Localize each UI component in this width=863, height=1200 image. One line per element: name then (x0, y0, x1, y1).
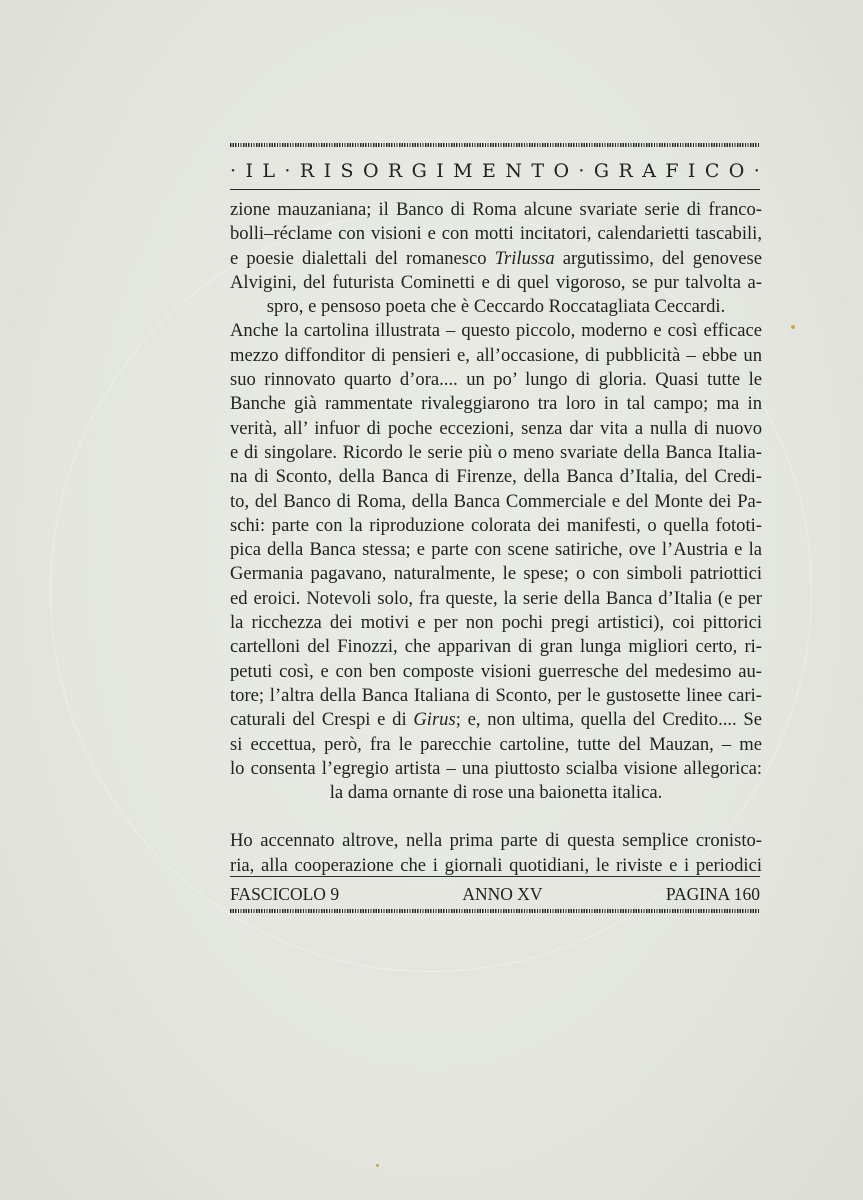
text-line: la dama ornante di rose una baionetta italica. (329, 782, 663, 804)
header-letter: I (323, 160, 332, 182)
text-line: e poesie dialettali del romanesco Trilussa argutissimo, del genovese (230, 247, 762, 269)
header-letter: O (728, 160, 745, 182)
text-line: Germania pagavano, naturalmente, le spese; o con simboli patriottici (230, 563, 762, 585)
header-letter: I (436, 160, 444, 182)
header-letter: G (593, 160, 610, 182)
text-line: caturali del Crespi e di Girus; e, non ultima, quella del Credito.... Se (230, 709, 763, 731)
footer-fascicolo: FASCICOLO 9 (230, 883, 340, 904)
header-letter: T (531, 160, 545, 182)
paper-spot (791, 325, 795, 329)
body-text (230, 198, 762, 878)
header-dotted-rule (230, 143, 760, 147)
text-line: suo rinnovato quarto d’ora.... un po’ lungo di gloria. Quasi tutte le (230, 369, 762, 391)
header-letter: S (340, 160, 354, 182)
text-line: lo consenta l’egregio artista – una piuttosto scialba visione allegorica: (230, 757, 762, 779)
text-line: bolli–réclame con visioni e con motti incitatori, calendarietti tascabili, (230, 223, 762, 245)
text-line: Anche la cartolina illustrata – questo piccolo, moderno e così efficace (230, 320, 762, 342)
text-line: verità, all’ infuor di poche eccezioni, senza dar vita a nulla di nuovo (230, 417, 762, 439)
text-line: e di singolare. Ricordo le serie più o meno svariate della Banca Italia- (230, 441, 762, 463)
text-line: zione mauzaniana; il Banco di Roma alcune svariate serie di franco- (230, 199, 762, 220)
text-line: to, del Banco di Roma, della Banca Commerciale e del Monte dei Pa- (230, 490, 762, 512)
header-letter: · (578, 160, 585, 182)
header-letter: I (687, 160, 696, 182)
header-letter: L (262, 160, 275, 182)
header-letter: · (284, 160, 291, 182)
text-line: spro, e pensoso poeta che è Ceccardo Roccatagliata Ceccardi. (266, 296, 726, 318)
footer-solid-rule (230, 876, 760, 877)
header-letter: R (387, 160, 403, 182)
header-letter: M (453, 160, 473, 182)
header-letter: O (362, 160, 379, 182)
text-line: cartelloni del Finozzi, che apparivan di gran lunga migliori certo, ri- (230, 636, 762, 658)
text-line: ed eroici. Notevoli solo, fra queste, la serie della Banca d’Italia (e per (230, 587, 762, 609)
header-letter: R (299, 160, 315, 182)
text-line: la ricchezza dei motivi e per non pochi pregi artistici), coi pittorici (230, 612, 762, 634)
footer (230, 882, 760, 906)
footer-dotted-rule (230, 909, 760, 913)
text-line: schi: parte con la riproduzione colorata dei manifesti, o quella fototi- (230, 514, 762, 536)
header-letter: G (411, 160, 427, 182)
header-letter: E (482, 160, 496, 182)
footer-anno: ANNO XV (462, 883, 543, 904)
header-letter: A (642, 160, 656, 182)
text-line: Ho accennato altrove, nella prima parte di questa semplice cronisto- (230, 830, 762, 852)
text-line: Banche già rammentate rivaleggiarono tra loro in tal campo; ma in (230, 393, 762, 415)
text-line: pica della Banca stessa; e parte con scene satiriche, ove l’Austria e la (230, 539, 762, 561)
header-letter: · (753, 160, 760, 182)
header-letter: C (704, 160, 720, 182)
text-line: mezzo diffonditor di pensieri e, all’occasione, di pubblicità – ebbe un (230, 344, 762, 366)
text-line: tore; l’altra della Banca Italiana di Sconto, per le gustosette linee cari- (230, 684, 762, 706)
header-letter: O (553, 160, 570, 182)
header-letter: · (230, 160, 237, 182)
text-line: na di Sconto, della Banca di Firenze, della Banca d’Italia, del Credi- (230, 466, 762, 488)
running-header (230, 156, 760, 186)
text-line: ria, alla cooperazione che i giornali quotidiani, le riviste e i periodici (230, 854, 762, 876)
header-letter: F (665, 160, 679, 182)
header-solid-rule (230, 189, 760, 190)
footer-pagina: PAGINA 160 (665, 883, 760, 904)
text-line: petuti così, e con ben composte visioni guerresche del medesimo au- (230, 660, 762, 682)
text-line: si eccettua, però, fra le parecchie cartoline, tutte del Mauzan, – me (230, 733, 762, 755)
text-line: Alvigini, del futurista Cominetti e di quel vigoroso, se pur talvolta a- (230, 271, 762, 293)
header-letter: I (245, 160, 253, 182)
header-letter: N (505, 160, 522, 182)
header-letter: R (618, 160, 633, 182)
paper-spot (376, 1164, 379, 1167)
